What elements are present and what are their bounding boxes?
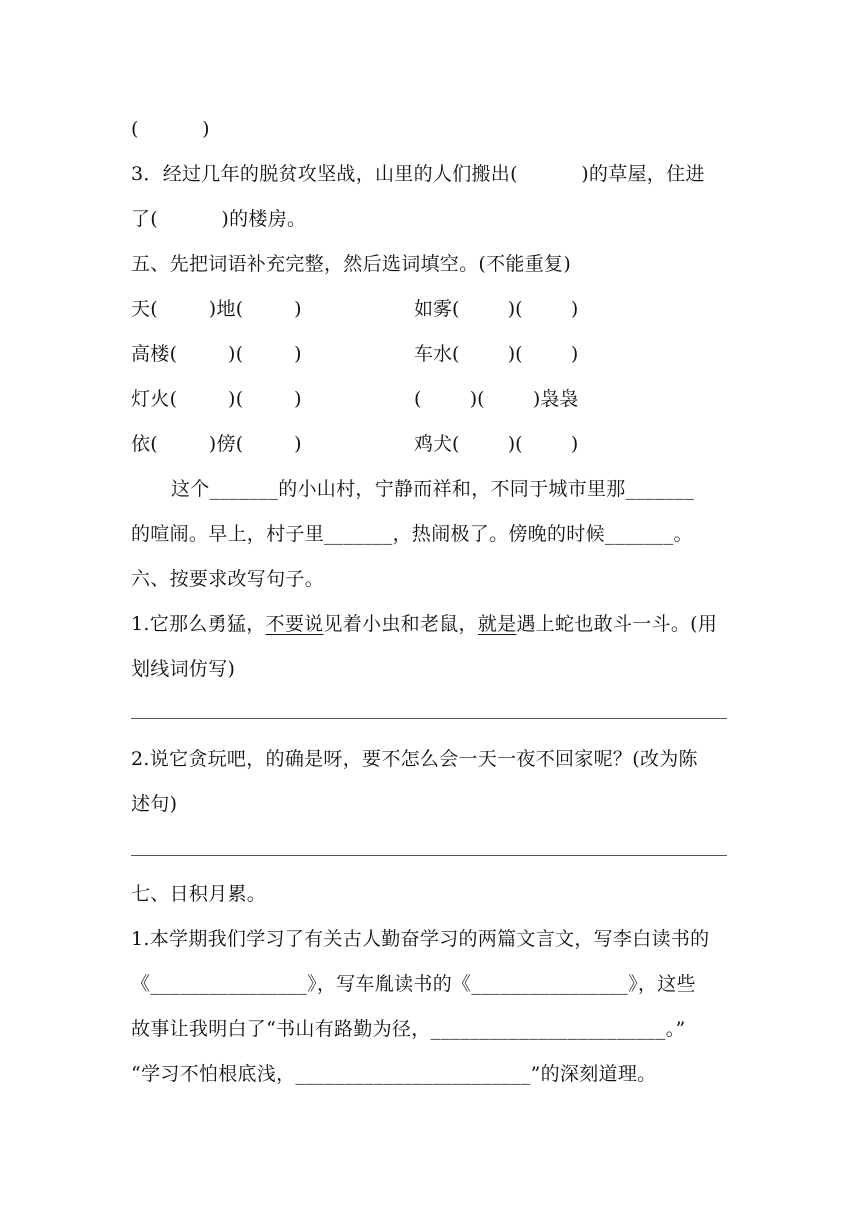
q1-text-pre: 1.它那么勇猛， [131,613,266,635]
answer-line-1 [131,718,727,719]
section-7-heading: 七、日积月累。 [131,883,267,905]
recall-line-3: 故事让我明白了“书山有路勤为径，________________________。” [131,1018,686,1040]
word-item-2a: 高楼( )( ) [131,343,302,365]
blank-parentheses-line: ( ) [131,118,210,140]
rewrite-question-2-line-2: 述句) [131,793,178,815]
word-item-4a: 依( )傍( ) [131,433,302,455]
q1-underlined-word-1: 不要说 [265,613,324,635]
word-item-1a: 天( )地( ) [131,298,302,320]
word-item-1b: 如雾( )( ) [414,298,579,320]
rewrite-question-1-line-2: 划线词仿写) [131,658,236,680]
question-3-line-2: 了( )的楼房。 [131,208,307,230]
recall-line-2: 《________________》，写车胤读书的《________________》，这些 [131,973,696,995]
rewrite-question-2-line-1: 2.说它贪玩吧，的确是呀，要不怎么会一天一夜不回家呢？(改为陈 [131,748,698,770]
word-item-3a: 灯火( )( ) [131,388,302,410]
fill-paragraph-line-1: 这个_______的小山村，宁静而祥和，不同于城市里那_______ [171,478,695,500]
recall-line-1: 1.本学期我们学习了有关古人勤奋学习的两篇文言文，写李白读书的 [131,928,710,950]
q1-text-post: 遇上蛇也敢斗一斗。(用 [516,613,718,635]
q1-text-mid: 见着小虫和老鼠， [323,613,478,635]
recall-line-4: “学习不怕根底浅，________________________”的深刻道理。 [131,1063,657,1085]
section-5-heading: 五、先把词语补充完整，然后选词填空。(不能重复) [131,253,572,275]
word-item-2b: 车水( )( ) [414,343,579,365]
fill-paragraph-line-2: 的喧闹。早上，村子里_______，热闹极了。傍晚的时候_______。 [131,523,693,545]
answer-line-2 [131,855,727,856]
q1-underlined-word-2: 就是 [477,613,517,635]
word-item-4b: 鸡犬( )( ) [414,433,579,455]
question-3-line-1: 3．经过几年的脱贫攻坚战，山里的人们搬出( )的草屋，住进 [131,163,705,185]
rewrite-question-1-line-1 [131,612,717,636]
section-6-heading: 六、按要求改写句子。 [131,568,325,590]
word-item-3b: ( )( )袅袅 [414,388,579,410]
